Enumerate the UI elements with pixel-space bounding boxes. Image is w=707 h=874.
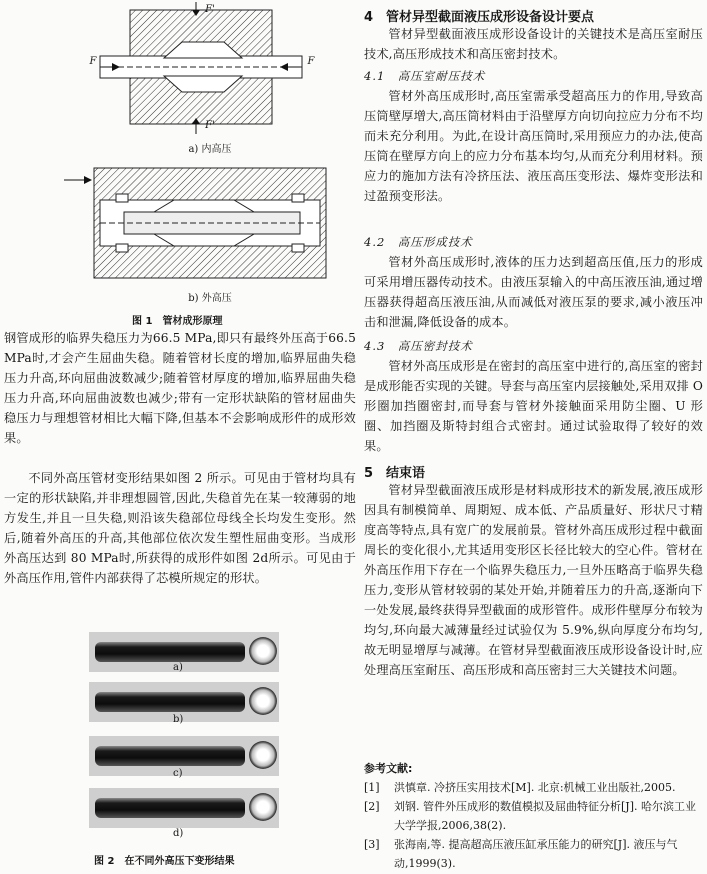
reference-3	[364, 835, 703, 873]
section-5-title: 5 结束语	[364, 466, 426, 481]
figure-1a-drawing	[100, 2, 302, 134]
figure-2c-photo	[89, 736, 279, 776]
section-4-intro: 管材异型截面液压成形设备设计的关键技术是高压室耐压技术,高压形成技术和高压密封技术。	[364, 27, 703, 61]
figure-1-label-f-right: F	[307, 56, 315, 67]
figure-2b-label: b)	[173, 714, 184, 725]
figure-1-caption: 图 1 管材成形原理	[132, 316, 223, 327]
references-title: 参考文献:	[364, 762, 413, 775]
figure-2d-label: d)	[173, 828, 184, 839]
reference-2	[364, 797, 703, 835]
reference-1	[364, 778, 703, 797]
figure-1-label-f-top: F'	[205, 4, 215, 15]
figure-1b-drawing	[64, 168, 326, 278]
subsection-4-1-title: 4.1 高压室耐压技术	[364, 69, 486, 83]
subsection-4-1-text: 管材外高压成形时,高压室需承受超高压力的作用,导致高压筒壁厚增大,高压筒材料由于沿壁厚方向切向拉应力分布不均而未充分利用。为此,在设计高压筒时,采用预应力的办法,使高压筒在壁厚方向上的应力分布基本均匀,从而充分利用材料。预应力的施加方法有冷挤压法、液压高压变形法、爆炸变形法和过盈预变形法。	[364, 89, 703, 203]
reference-1-text: 洪慎章. 冷挤压实用技术[M]. 北京:机械工业出版社,2005.	[394, 781, 676, 794]
reference-3-text: 张海南,等. 提高超高压液压缸承压能力的研究[J]. 液压与气动,1999(3).	[394, 838, 678, 870]
left-paragraph-1: 钢管成形的临界失稳压力为66.5 MPa,即只有最终外压高于66.5 MPa时,才会产生屈曲失稳。随着管材长度的增加,临界屈曲失稳压力升高,环向屈曲波数减少;随着管材厚度的增加,临界屈曲失稳压力升高,环向屈曲波数也减少;带有一定形状缺陷的管材屈曲失稳压力与理想管材相比大幅下降,但基本不会影响成形件的成形效果。	[4, 331, 356, 445]
subsection-4-2-text: 管材外高压成形时,液体的压力达到超高压值,压力的形成可采用增压器传动技术。由液压泵输入的中高压液压油,通过增压器获得超高压液压油,从而减低对液压泵的要求,减小液压冲击和泄漏,降低设备的成本。	[364, 255, 703, 329]
figure-1b-caption: b) 外高压	[188, 293, 232, 304]
figure-2b-photo	[89, 682, 279, 722]
figure-2c-label: c)	[173, 768, 183, 779]
figure-1-label-f-left: F	[89, 56, 97, 67]
reference-1-number: [1]	[364, 781, 380, 794]
reference-2-number: [2]	[364, 800, 380, 813]
figure-2a-photo	[89, 632, 279, 672]
section-4-title: 4 管材异型截面液压成形设备设计要点	[364, 10, 595, 25]
reference-3-number: [3]	[364, 838, 380, 851]
figure-1	[4, 0, 356, 330]
figure-2a-label: a)	[173, 662, 183, 673]
subsection-4-3-title: 4.3 高压密封技术	[364, 339, 473, 353]
left-paragraph-2: 不同外高压管材变形结果如图 2 所示。可见由于管材均具有一定的形状缺陷,并非理想圆管,因此,失稳首先在某一较薄弱的地方发生,并且一旦失稳,则沿该失稳部位母线全长均发生变形。然后,随着外高压的升高,其他部位依次发生塑性屈曲变形。当成形外高压达到 80 MPa时,所获得的成形件如图 2d所示。可见由于外高压作用,管件内部获得了芯模所规定的形状。	[4, 471, 356, 585]
section-5-text: 管材异型截面液压成形是材料成形技术的新发展,液压成形因具有制模简单、周期短、成本低、产品质量好、形状尺寸精度高等特点,具有宽广的发展前景。管材外高压成形过程中截面周长的变化很小,尤其适用变形区长径比较大的空心件。管材在外高压作用下存在一个临界失稳压力,一旦外压略高于临界失稳压力,变形从管材较弱的某处开始,并随着压力的升高,逐渐向下一处发展,最终获得异型截面的成形管件。成形件壁厚分布较为均匀,环向最大减薄量经过试验仅为 5.9%,纵向厚度分布均匀,故无明显增厚与减薄。在管材异型截面液压成形设备设计时,应处理高压室耐压、高压形成和高压密封三大关键技术问题。	[364, 483, 703, 677]
figure-1-drawings	[4, 0, 356, 330]
figure-2d-photo	[89, 788, 279, 828]
reference-2-text: 刘钢. 管件外压成形的数值模拟及屈曲特征分析[J]. 哈尔滨工业大学学报,2006,38(2).	[394, 800, 696, 832]
figure-1a-caption: a) 内高压	[188, 144, 232, 155]
figure-2	[89, 632, 289, 870]
subsection-4-2-title: 4.2 高压形成技术	[364, 235, 473, 249]
figure-2-caption: 图 2 在不同外高压下变形结果	[94, 856, 235, 867]
subsection-4-3-text: 管材外高压成形是在密封的高压室中进行的,高压室的密封是成形能否实现的关键。导套与高压室内层接触处,采用双排 O 形圈加挡圈密封,而导套与管材外接触面采用防尘圈、U 形圈、加挡圈及斯特封组合式密封。通过试验取得了较好的效果。	[364, 359, 703, 453]
figure-1-label-f-bottom: F'	[205, 120, 215, 131]
